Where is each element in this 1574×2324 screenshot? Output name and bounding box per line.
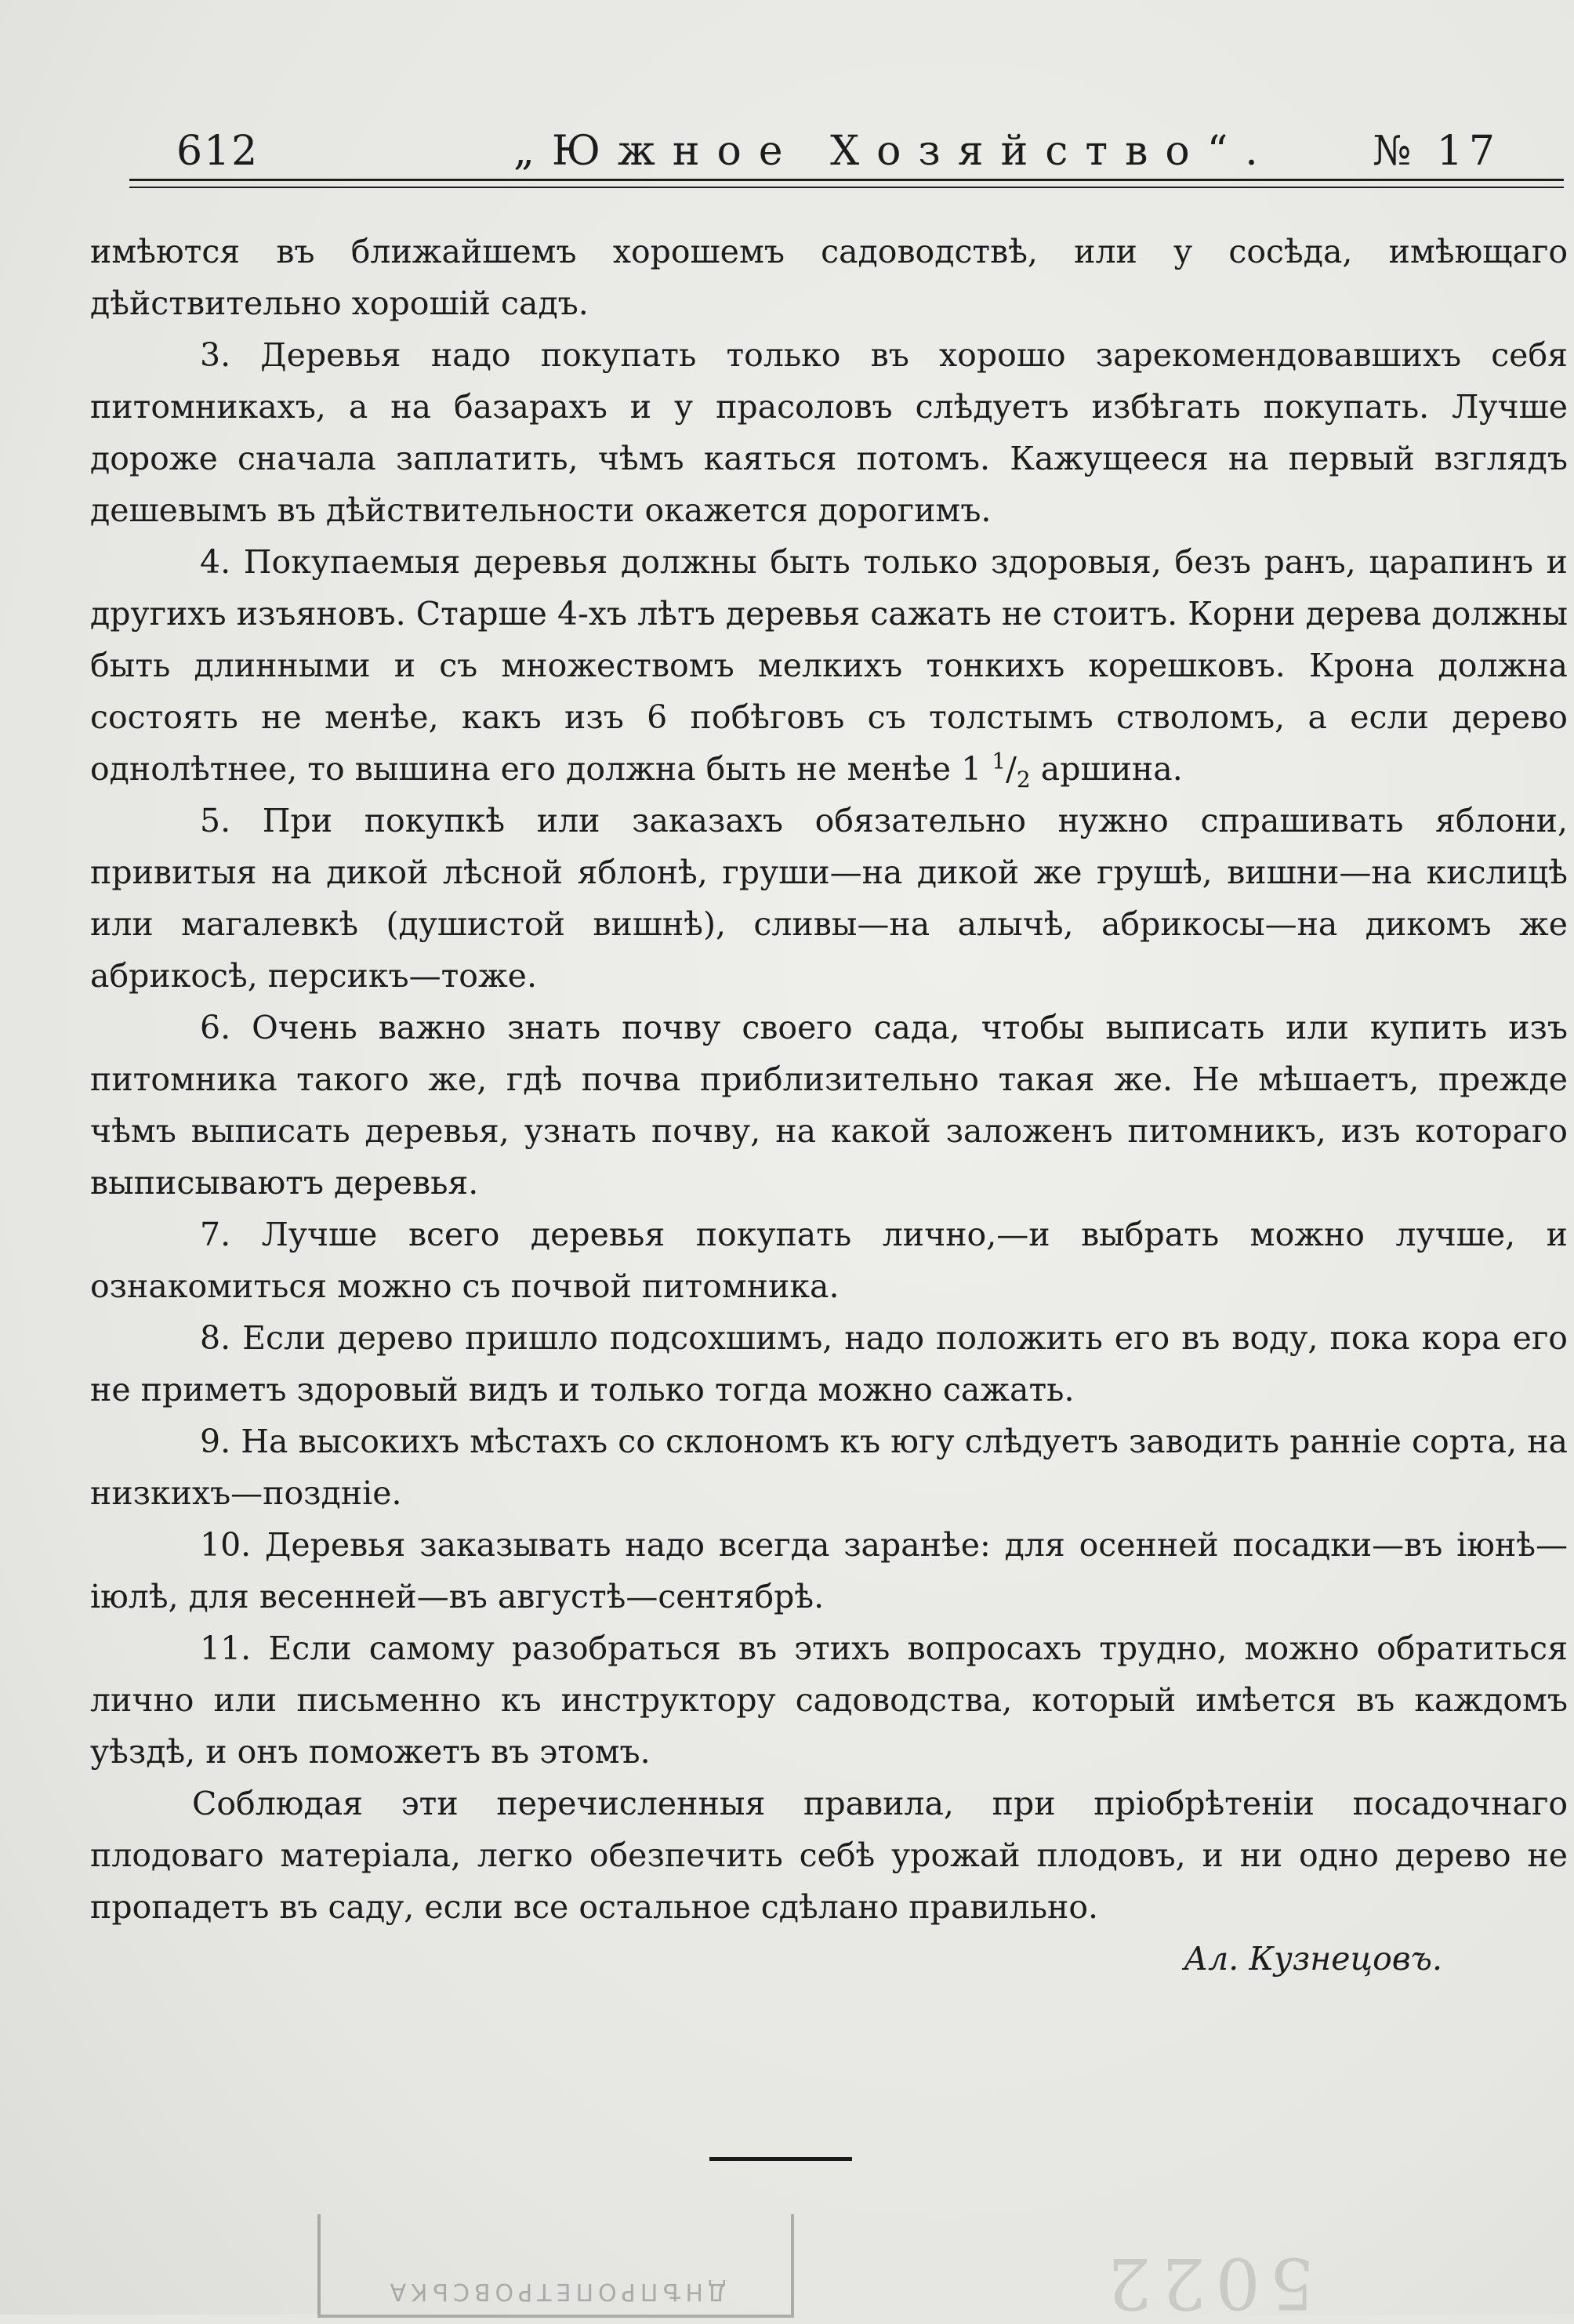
running-head: [129, 124, 1525, 179]
item-4: [90, 536, 1568, 795]
item-4-text: 4. Покупаемыя деревья должны быть только здоровыя, безъ ранъ, царапинъ и другихъ изъяновъ. Старше 4-хъ лѣтъ деревья сажать не стоитъ. Корни дерева должны быть длинными и съ множествомъ мелкихъ тонкихъ корешковъ. Крона должна состоять не менѣе, какъ изъ 6 побѣговъ съ толстымъ стволомъ, а если дерево однолѣтнее, то вышина его должна быть не менѣе: [90, 543, 1568, 788]
library-stamp: ДНѢПРОПЕТРОВСЬКА: [317, 2214, 794, 2318]
article-body: [90, 226, 1568, 1985]
item-3: 3. Деревья надо покупать только въ хорошо зарекомендовавшихъ себя питомникахъ, а на базарахъ и у прасоловъ слѣдуетъ избѣгать покупать. Лучше дороже сначала заплатить, чѣмъ каяться потомъ. Кажущееся на первый взглядъ дешевымъ въ дѣйствительности окажется дорогимъ.: [90, 336, 1568, 529]
item-4-fraction: 1 $^1/_2$: [961, 748, 1031, 793]
item-11: 11. Если самому разобраться въ этихъ вопросахъ трудно, можно обратиться лично или письменно къ инструктору садоводства, который имѣется въ каждомъ уѣздѣ, и онъ поможетъ въ этомъ.: [90, 1630, 1568, 1771]
item-10: 10. Деревья заказывать надо всегда заранѣе: для осенней посадки—въ іюнѣ—іюлѣ, для весенней—въ августѣ—сентябрѣ.: [90, 1526, 1568, 1615]
header-rule-secondary: [129, 187, 1564, 188]
item-4-tail: аршина.: [1040, 750, 1183, 788]
item-8: 8. Если дерево пришло подсохшимъ, надо положить его въ воду, пока кора его не приметъ здоровый видъ и только тогда можно сажать.: [90, 1319, 1568, 1409]
journal-title: „Южное Хозяйство“.: [513, 128, 1275, 175]
intro-paragraph: имѣются въ ближайшемъ хорошемъ садоводствѣ, или у сосѣда, имѣющаго дѣйствительно хорошій садъ.: [90, 233, 1568, 322]
issue-number: № 17: [1373, 128, 1501, 175]
item-9: 9. На высокихъ мѣстахъ со склономъ къ югу слѣдуетъ заводить ранніе сорта, на низкихъ—поздніе.: [90, 1423, 1568, 1512]
page-number: 612: [176, 128, 259, 175]
item-7: 7. Лучше всего деревья покупать лично,—и выбрать можно лучше, и ознакомиться можно съ почвой питомника.: [90, 1216, 1568, 1305]
header-rule: [129, 179, 1564, 181]
end-of-article-rule: [709, 2157, 852, 2161]
item-6: 6. Очень важно знать почву своего сада, чтобы выписать или купить изъ питомника такого же, гдѣ почва приблизительно такая же. Не мѣшаетъ, прежде чѣмъ выписать деревья, узнать почву, на какой заложенъ питомникъ, изъ котораго выписываютъ деревья.: [90, 1009, 1568, 1202]
item-5: 5. При покупкѣ или заказахъ обязательно нужно спрашивать яблони, привитыя на дикой лѣсной яблонѣ, груши—на дикой же грушѣ, вишни—на кислицѣ или магалевкѣ (душистой вишнѣ), сливы—на алычѣ, абрикосы—на дикомъ же абрикосѣ, персикъ—тоже.: [90, 802, 1568, 995]
author-signature: Ал. Кузнецовъ.: [1184, 1940, 1442, 1978]
inventory-number-stamp: 5022: [1097, 2242, 1315, 2324]
conclusion-paragraph: Соблюдая эти перечисленныя правила, при пріобрѣтеніи посадочнаго плодоваго матеріала, легко обезпечить себѣ урожай плодовъ, и ни одно дерево не пропадетъ въ саду, если все остальное сдѣлано правильно.: [90, 1785, 1568, 1926]
